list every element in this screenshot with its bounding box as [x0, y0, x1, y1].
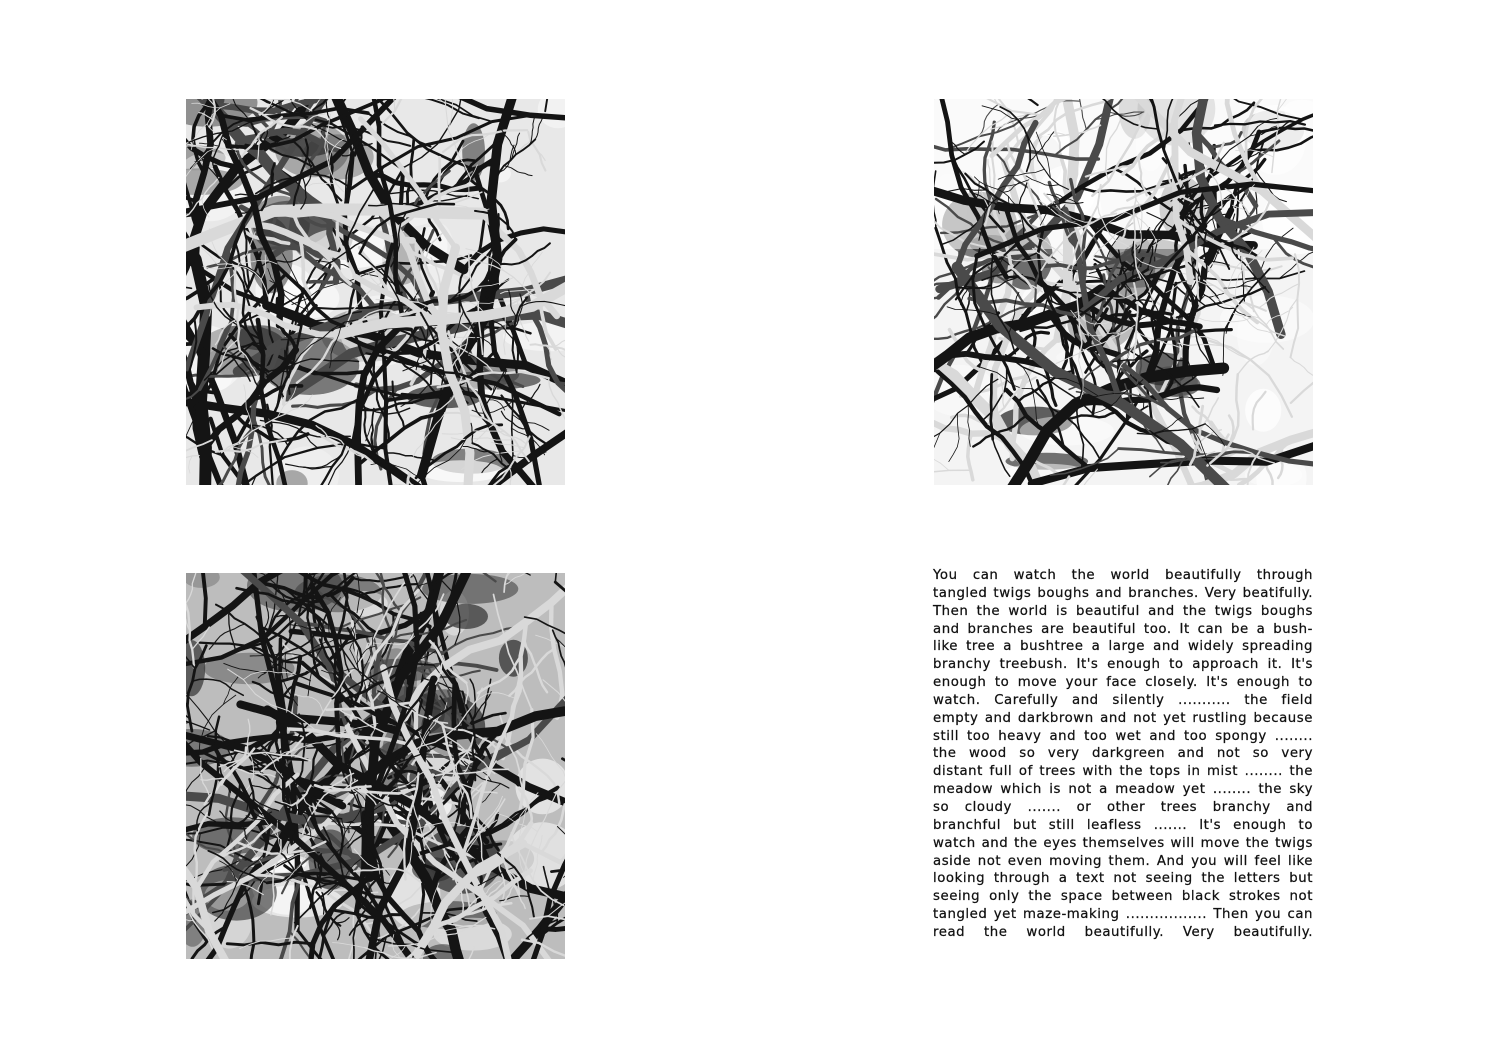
prose-poem	[933, 567, 1313, 963]
branches-image	[934, 99, 1313, 485]
branches-image	[186, 99, 565, 485]
branches-image	[186, 573, 565, 959]
branches-photo-top-right	[934, 99, 1313, 485]
branches-photo-bottom-left	[186, 573, 565, 959]
branches-photo-top-left	[186, 99, 565, 485]
prose-poem-text: You can watch the world beautifully through tangled twigs boughs and branches. Very beatifully. Then the world is beautiful and the twigs boughs and branches are beautiful too. It can be a bush-like tree a bushtree a large and widely spreading branchy treebush. It's enough to approach it. It's enough to move your face closely. It's enough to watch. Carefully and silently ........... the field empty and darkbrown and not yet rustling because still too heavy and too wet and too spongy ........ the wood so very darkgreen and not so very distant full of trees with the tops in mist ........ the meadow which is not a meadow yet ........ the sky so cloudy ....... or other trees branchy and branchful but still leafless ....... It's enough to watch and the eyes themselves will move the twigs aside not even moving them. And you will feel like looking through a text not seeing the letters but seeing only the space between black strokes not tangled yet maze-making ................. Then you can read the world beautifully. Very beautifully.	[933, 568, 1313, 940]
